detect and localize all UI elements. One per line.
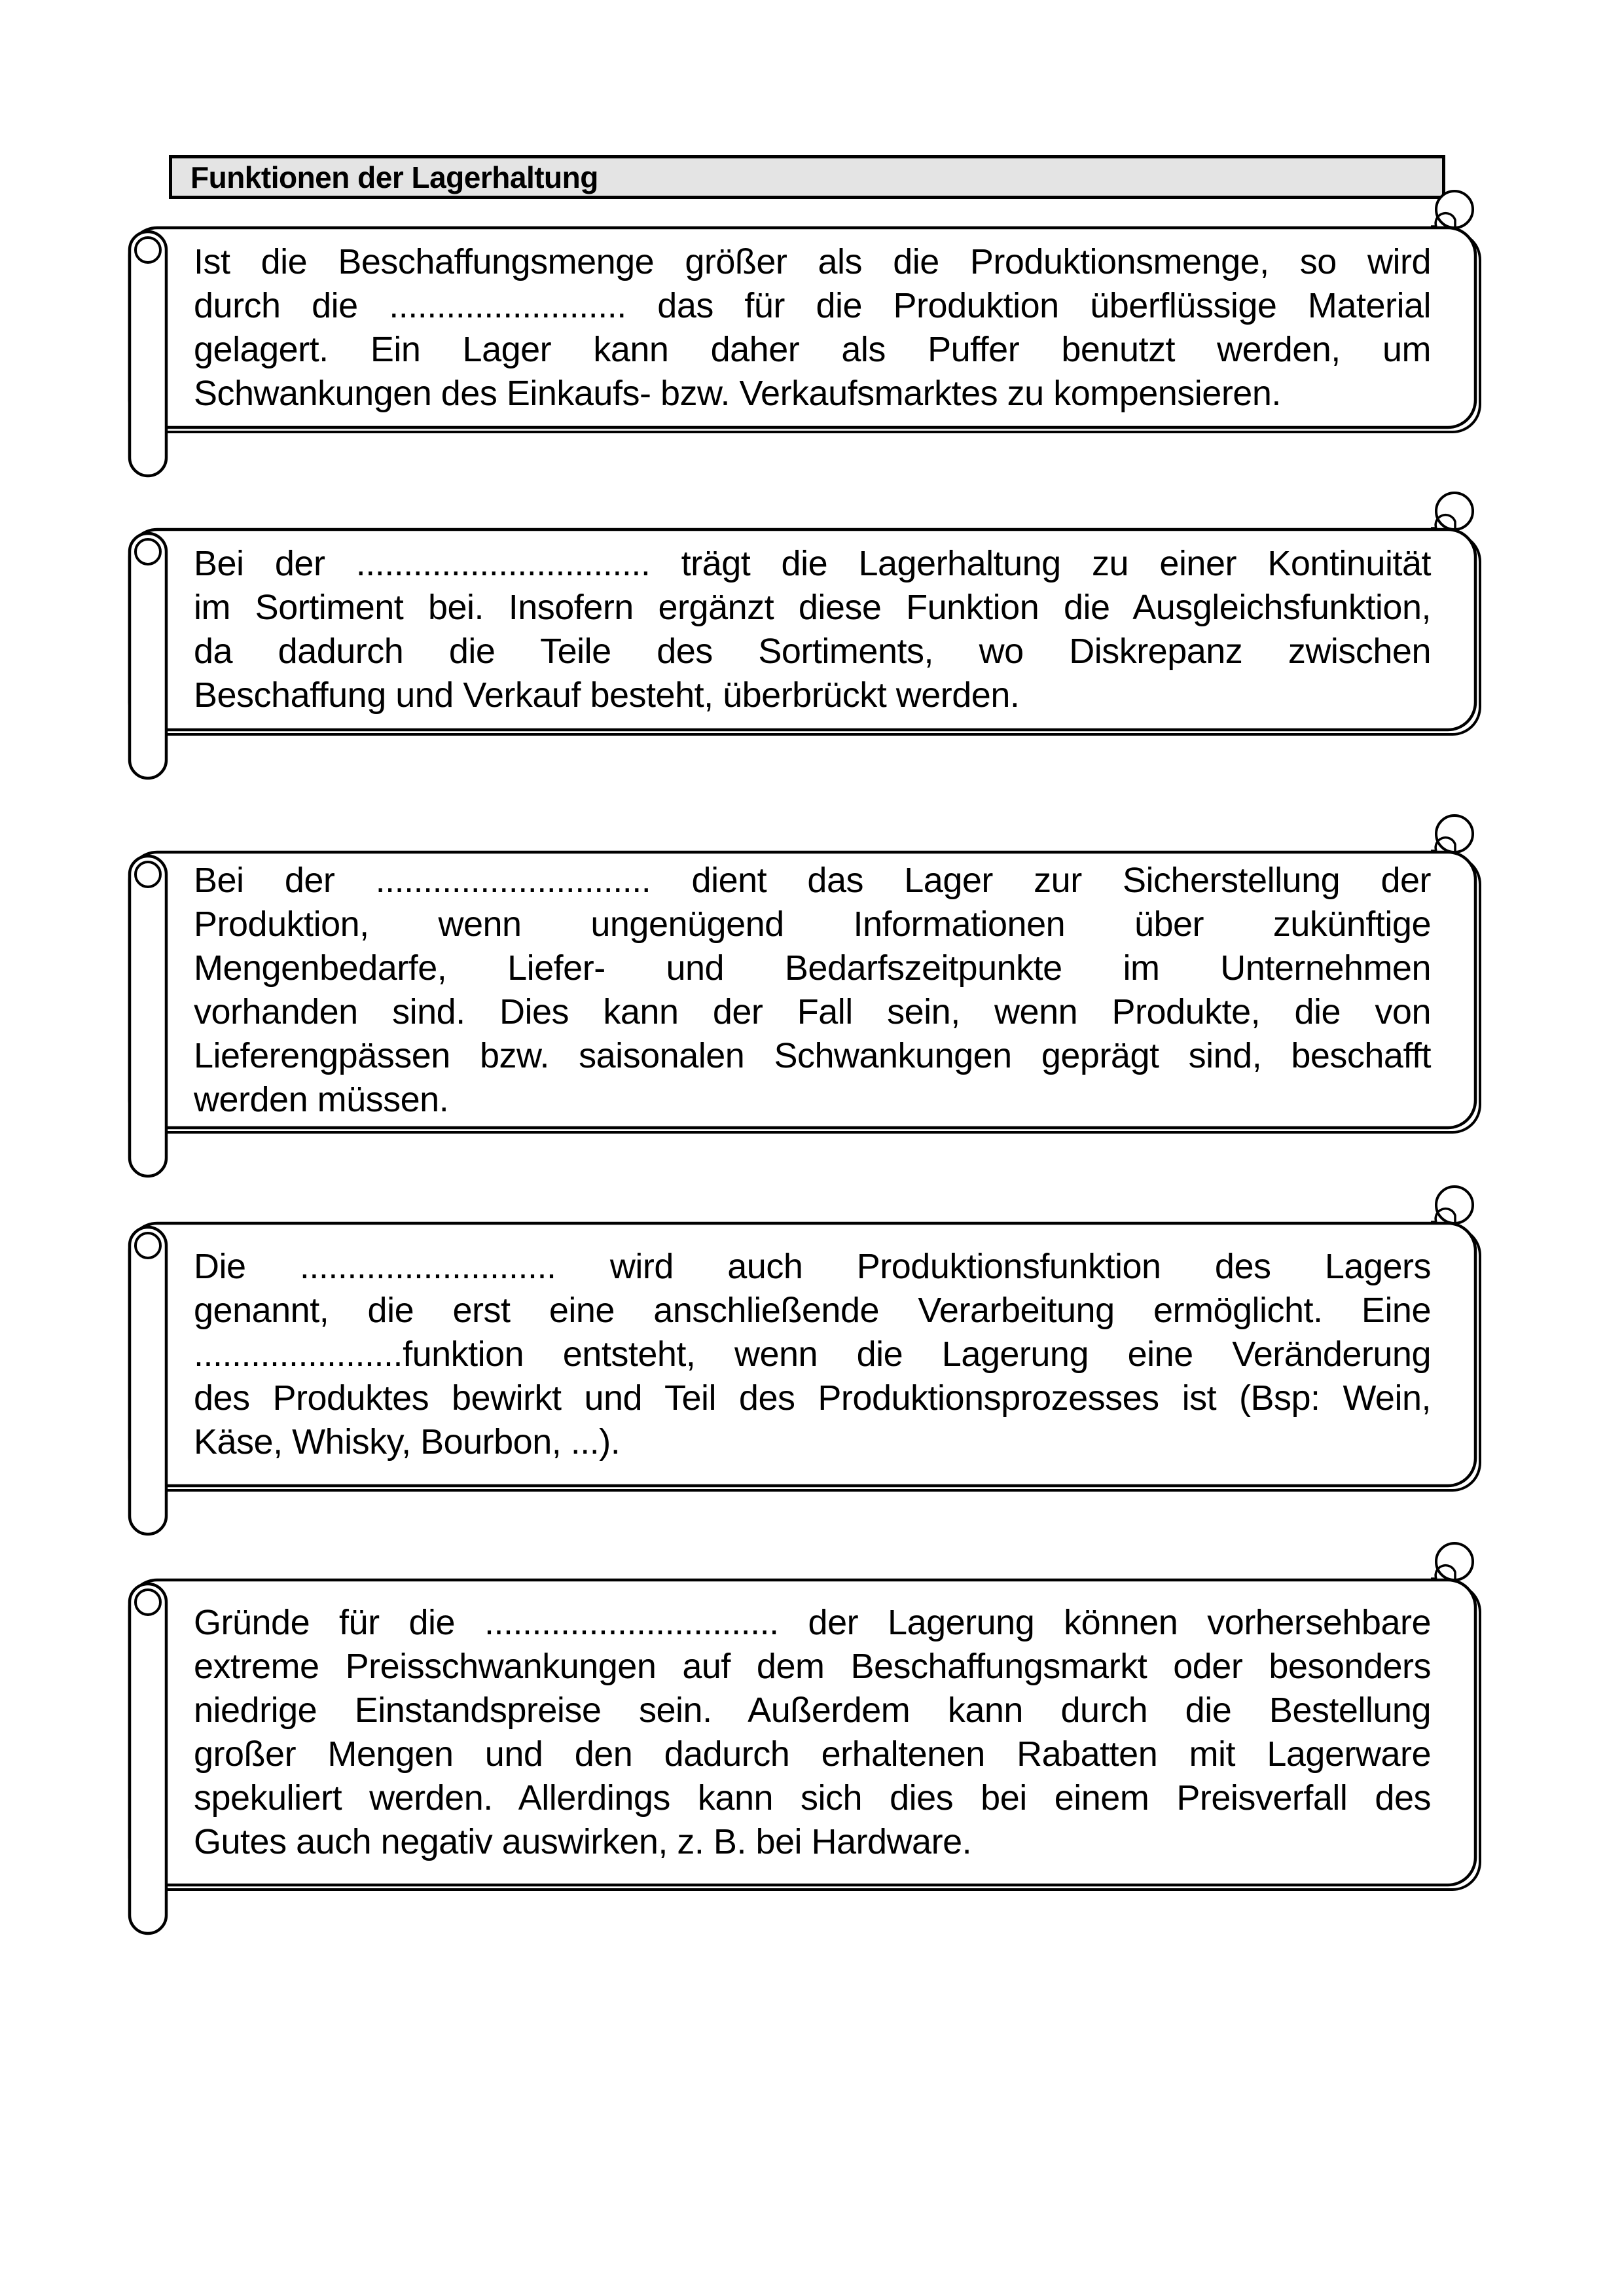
text-line: Gründe für die ............................... der Lagerung können vorhersehbare [194, 1603, 1431, 1642]
text-line: des Produktes bewirkt und Teil des Produktionsprozesses ist (Bsp: Wein, [194, 1378, 1431, 1418]
text-line: Lieferengpässen bzw. saisonalen Schwankungen geprägt sind, beschafft [194, 1035, 1431, 1075]
text-line: Die ........................... wird auch Produktionsfunktion des Lagers [194, 1247, 1431, 1286]
page-title: Funktionen der Lagerhaltung [190, 160, 598, 194]
text-line: durch die ......................... das für die Produktion überflüssige Material [194, 285, 1431, 325]
text-line: da dadurch die Teile des Sortiments, wo Diskrepanz zwischen [194, 632, 1431, 671]
text-line: Schwankungen des Einkaufs- bzw. Verkaufsmarktes zu kompensieren. [194, 373, 1281, 413]
text-line: spekuliert werden. Allerdings kann sich dies bei einem Preisverfall des [194, 1778, 1431, 1818]
text-line: ......................funktion entsteht, wenn die Lagerung eine Veränderung [194, 1335, 1431, 1374]
text-line: vorhanden sind. Dies kann der Fall sein, wenn Produkte, die von [194, 992, 1431, 1031]
text-line: im Sortiment bei. Insofern ergänzt diese Funktion die Ausgleichsfunktion, [194, 588, 1431, 627]
text-line: Bei der ............................... trägt die Lagerhaltung zu einer Kontinuität [194, 544, 1431, 583]
text-line: Käse, Whisky, Bourbon, ...). [194, 1422, 621, 1462]
text-line: Mengenbedarfe, Liefer- und Bedarfszeitpunkte im Unternehmen [194, 948, 1431, 988]
text-line: Produktion, wenn ungenügend Informationen über zukünftige [194, 904, 1431, 944]
text-line: extreme Preisschwankungen auf dem Beschaffungsmarkt oder besonders [194, 1647, 1431, 1686]
scroll-banner-1 [128, 226, 1477, 429]
text-line: werden müssen. [194, 1079, 449, 1119]
scroll-banner-2 [128, 528, 1477, 731]
scroll-text [194, 1579, 1431, 1886]
scroll-banner-3 [128, 851, 1477, 1129]
text-line: Beschaffung und Verkauf besteht, überbrückt werden. [194, 675, 1020, 715]
text-line: Bei der ............................. dient das Lager zur Sicherstellung der [194, 860, 1431, 900]
text-line: Ist die Beschaffungsmenge größer als die Produktionsmenge, so wird [194, 242, 1431, 281]
scroll-banner-5 [128, 1579, 1477, 1886]
scroll-text [194, 226, 1431, 429]
text-line: gelagert. Ein Lager kann daher als Puffer benutzt werden, um [194, 329, 1431, 369]
text-line: niedrige Einstandspreise sein. Außerdem kann durch die Bestellung [194, 1691, 1431, 1730]
scroll-text [194, 528, 1431, 731]
text-line: großer Mengen und den dadurch erhaltenen Rabatten mit Lagerware [194, 1734, 1431, 1774]
text-line: genannt, die erst eine anschließende Verarbeitung ermöglicht. Eine [194, 1291, 1431, 1330]
scroll-text [194, 1222, 1431, 1487]
scroll-text [194, 851, 1431, 1129]
text-line: Gutes auch negativ auswirken, z. B. bei Hardware. [194, 1822, 972, 1861]
scroll-banner-4 [128, 1222, 1477, 1487]
